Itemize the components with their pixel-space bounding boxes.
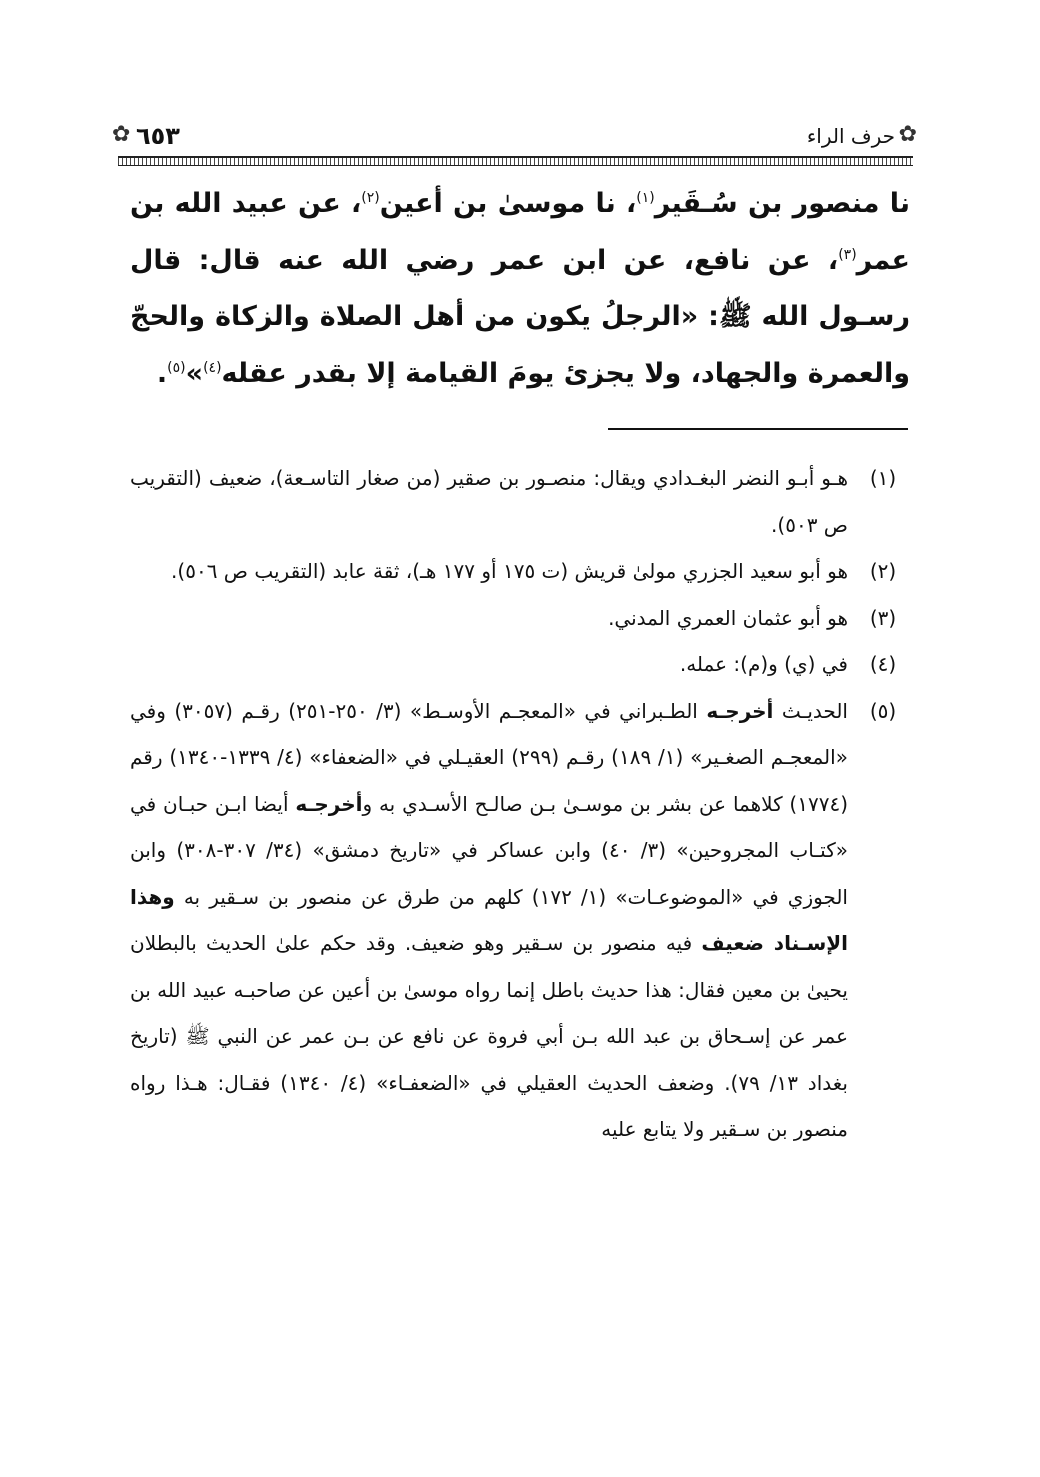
footnote-number: (٣) [869, 605, 897, 630]
footnote-text: في (ي) و(م): عمله. [679, 652, 848, 676]
footnote-ref-2[interactable]: (٢) [361, 190, 380, 206]
running-header [112, 120, 917, 166]
text-segment: ، عن نافع، عن ابن عمر رضي الله عنه قال: قال رسـول الله ﷺ: [130, 244, 910, 332]
chapter-title: حرف الراء [806, 124, 895, 148]
footnote-ref-1[interactable]: (١) [636, 190, 655, 206]
footnote-text: الطـبراني في «المعجـم الأوسـط» (٣/ ٢٥٠-٢٥١) رقـم (٣٠٥٧) وفي «المعجـم الصغـير» (١/ ١٨٩) رقـم (٢٩٩) العقيـلي في «الضعفاء» (٤/ ١٣٣٩-١٣٤٠) رقم (١٧٧٤) كلاهما عن بشر بن موسـىٰ بـن صالـح الأسـدي به و [130, 698, 849, 816]
footnote-bold-text: وهذا الإسـناد ضعيف [130, 884, 848, 955]
footnote-number: (١) [869, 466, 897, 490]
hadith-close-quote: » [185, 357, 204, 389]
footnote-ref-4[interactable]: (٤) [203, 359, 222, 376]
footnote-number: (٤) [869, 652, 897, 676]
footnote-4 [130, 641, 910, 688]
footnote-ref-3[interactable]: (٣) [838, 246, 857, 263]
header-rule [118, 156, 913, 166]
footnote-number: (٥) [869, 698, 897, 723]
footnote-text: فيه منصور بن سـقير وهو ضعيف. وقد حكم علىٰ الحديث بالبطلان يحيىٰ بن معين فقال: هذا حديث باطل إنما رواه موسىٰ بن أعين عن صاحبـه عبيد الله بن عمر عن إسـحاق بن عبد الله بـن أبي فروة عن نافع عن بـن عمر عن النبي ﷺ (تاريخ بغداد ١٣/ ٧٩). وضعف الحديث العقيلي في «الضعفـاء» (٤/ ١٣٤٠) فقـال: هـذا رواه منصور بن سـقير ولا يتابع عليه [130, 931, 848, 1141]
paragraph-end: . [156, 357, 168, 389]
footnote-text: هو أبو عثمان العمري المدني. [608, 605, 848, 630]
footnote-2 [130, 548, 910, 595]
text-segment: ، نا موسىٰ بن أعين [379, 188, 637, 219]
footnote-text: هو أبو سعيد الجزري مولىٰ قريش (ت ١٧٥ أو ١٧٧ هـ)، ثقة عابد (التقريب ص ٥٠٦). [171, 559, 848, 583]
footnote-5 [130, 688, 910, 1153]
footnotes [130, 455, 910, 1153]
footnote-separator [608, 428, 908, 430]
header-ornament-left-icon: ✿ [112, 122, 131, 147]
footnote-text: هـو أبـو النضر البغـدادي ويقال: منصـور بن صقير (من صغار التاسـعة)، ضعيف (التقريب ص ٥٠٣). [130, 466, 848, 537]
footnote-text: الحديـث [773, 698, 848, 723]
page-number: ٦٥٣ [136, 122, 180, 150]
footnote-number: (٢) [869, 559, 897, 583]
footnote-bold-text: أخرجـه [295, 791, 363, 816]
hadith-text: «الرجلُ يكون من أهل الصلاة والزكاة والحجّ والعمرة والجهاد، ولا يجزئ يومَ القيامة إلا بقدر عقله [130, 301, 910, 389]
header-ornament-right-icon: ✿ [898, 122, 917, 147]
text-segment: ، عن عبيد الله بن عمر [130, 188, 910, 276]
footnote-bold-text: أخرجـه [706, 698, 774, 723]
main-paragraph [130, 176, 910, 402]
footnote-text: أيضا ابـن حبـان في «كتـاب المجروحين» (٣/ ٤٠) وابن عساكر في «تاريخ دمشق» (٣٤/ ٣٠٧-٣٠٨) وابن الجوزي في «الموضوعـات» (١/ ١٧٢) كلهم من طرق عن منصور بن سـقير به [130, 791, 848, 909]
footnote-3 [130, 595, 910, 642]
text-segment: نا منصور بن سُـقَير [654, 188, 910, 219]
main-text [130, 176, 910, 402]
footnote-ref-5[interactable]: (٥) [167, 359, 186, 376]
footnote-1 [130, 455, 910, 548]
